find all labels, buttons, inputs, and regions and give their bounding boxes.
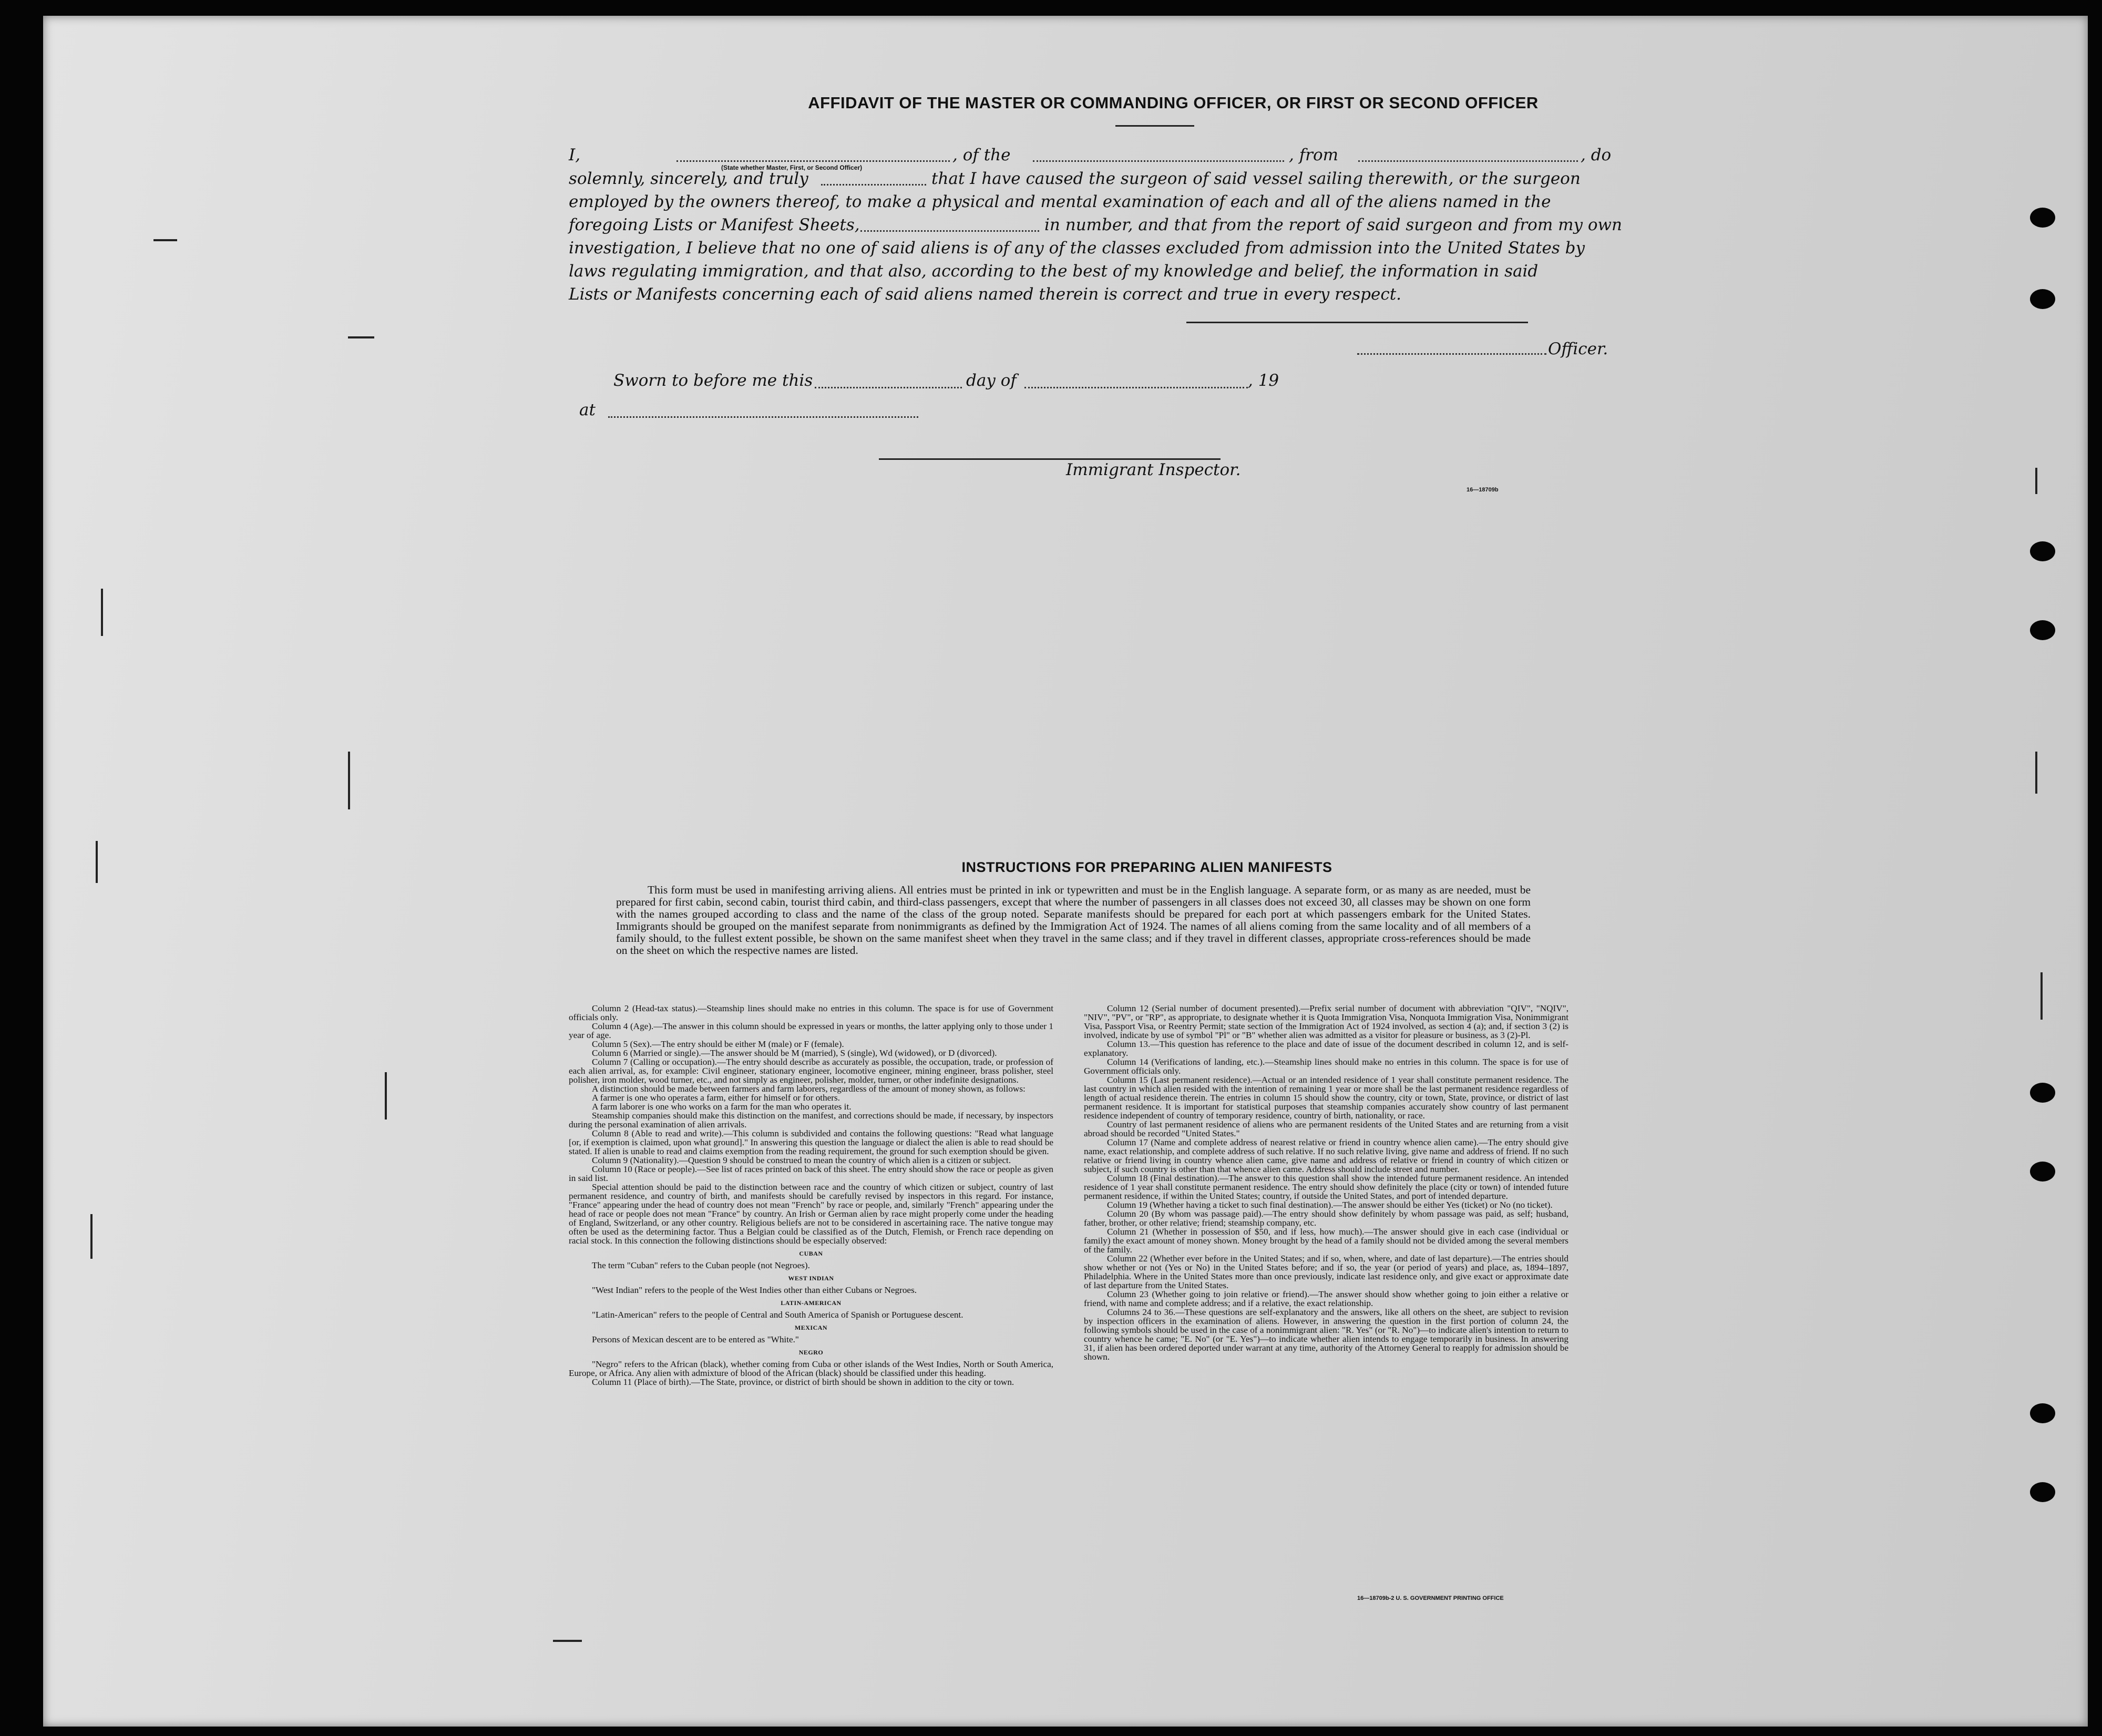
- mexican-heading: MEXICAN: [794, 1324, 828, 1331]
- edge-mark: [90, 1214, 93, 1259]
- officer-label: Officer.: [1548, 340, 1608, 358]
- instruction-paragraph: Column 12 (Serial number of document presented).—Prefix serial number of document with abbreviation "QIV", "NQIV", "NIV", "PV", or "RP", as appropriate, to designate whether it is Quota Immigration Visa, Nonquota Immigration Visa, Nonimmigrant Visa, Passport Visa, or Reentry Permit; state section of the Immigration Act of 1924 involved, as section 4 (a); and, if section 3 (2) is involved, indicate by use of symbol "Pl" or "B" whether alien was admitted as a visitor for pleasure or business, as 3 (2)-Pl.: [1084, 1003, 1568, 1040]
- sworn-text: day of: [966, 371, 1017, 390]
- place-field[interactable]: [608, 416, 918, 418]
- instruction-paragraph: Column 23 (Whether going to join relative or friend).—The answer should show whether going to join either a relative or friend, with name and complete address; and if a relative, the exact relationship.: [1084, 1289, 1568, 1308]
- instructions-right-column: [1084, 1004, 1568, 1361]
- instruction-paragraph: Column 2 (Head-tax status).—Steamship lines should make no entries in this column. The space is for use of Government officials only.: [569, 1003, 1053, 1022]
- edge-mark: [2035, 468, 2037, 494]
- latin-american-heading: LATIN-AMERICAN: [781, 1299, 842, 1307]
- affidavit-line-7: Lists or Manifests concerning each of said aliens named therein is correct and true in every respect.: [569, 285, 1402, 304]
- edge-mark: [96, 841, 98, 883]
- binder-hole: [2030, 208, 2055, 228]
- instruction-paragraph: Country of last permanent residence of aliens who are permanent residents of the United States and are returning from a visit abroad should be recorded "United States.": [1084, 1119, 1568, 1138]
- instruction-paragraph: Column 5 (Sex).—The entry should be either M (male) or F (female).: [592, 1039, 844, 1049]
- binder-hole: [2030, 1403, 2055, 1423]
- form-code: 16—18709b: [1467, 487, 1499, 493]
- instruction-paragraph: A farmer is one who operates a farm, either for himself or for others.: [592, 1093, 840, 1103]
- binder-hole: [2030, 541, 2055, 561]
- instruction-paragraph: Column 8 (Able to read and write).—This column is subdivided and contains the following questions: "Read what language [or, if exemption is claimed, upon what ground]." In answering this question the language or dialect the alien is able to read should be stated. If alien is unable to read and claims exemption from the reading requirement, the ground for such exemption should be given.: [569, 1128, 1053, 1156]
- instruction-paragraph: Column 19 (Whether having a ticket to such final destination).—The answer should be either Yes (ticket) or No (no ticket).: [1107, 1200, 1553, 1210]
- edge-mark: [348, 336, 374, 338]
- instruction-paragraph: A distinction should be made between farmers and farm laborers, regardless of the amount of money shown, as follows:: [592, 1084, 1026, 1094]
- at-label: at: [579, 400, 596, 419]
- instructions-left-column: [569, 1004, 1053, 1386]
- cuban-text: The term "Cuban" refers to the Cuban people (not Negroes).: [592, 1260, 810, 1270]
- instruction-paragraph: Column 4 (Age).—The answer in this column should be expressed in years or months, the latter applying only to those under 1 year of age.: [569, 1021, 1053, 1040]
- edge-mark: [553, 1640, 582, 1642]
- edge-mark: [385, 1072, 387, 1119]
- sworn-month-field[interactable]: [1024, 387, 1248, 388]
- instruction-paragraph: Column 7 (Calling or occupation).—The entry should describe as accurately as possible, the occupation, trade, or profession of each alien arrival, as, for example: Civil engineer, stationary engineer, locomotive engineer, mining engineer, brass polisher, steel polisher, iron molder, wood turner, etc., and not simply as engineer, polisher, molder, turner, or other indefinite designations.: [569, 1057, 1053, 1085]
- column-11-text: Column 11 (Place of birth).—The State, province, or district of birth should be shown in addition to the city or town.: [592, 1377, 1014, 1387]
- instruction-paragraph: Column 9 (Nationality).—Question 9 should be construed to mean the country of which alien is a citizen or subject.: [592, 1155, 1011, 1165]
- edge-mark: [153, 239, 177, 241]
- affidavit-title: AFFIDAVIT OF THE MASTER OR COMMANDING OFFICER, OR FIRST OR SECOND OFFICER: [808, 94, 1539, 112]
- instruction-paragraph: Column 15 (Last permanent residence).—Actual or an intended residence of 1 year shall constitute permanent residence. The last country in which alien resided with the intention of remaining 1 year or more shall be the last permanent residence regardless of length of actual residence therein. The entries in column 15 should show the country, city or town, State, province, or district of last permanent residence. It is important for statistical purposes that steamship companies accurately show country of last permanent residence independent of country of temporary residence, country of birth, nationality, or race.: [1084, 1075, 1568, 1121]
- edge-mark: [2041, 972, 2043, 1020]
- affidavit-line-5: investigation, I believe that no one of said aliens is of any of the classes excluded from admission into the United States by: [569, 239, 1585, 258]
- instruction-paragraph: Column 20 (By whom was passage paid).—The entry should show definitely by whom passage was paid, as self; husband, father, brother, or other relative; friend; steamship company, etc.: [1084, 1209, 1568, 1228]
- binder-hole: [2030, 1482, 2055, 1502]
- affidavit-text: I,: [569, 146, 581, 165]
- west-indian-heading: WEST INDIAN: [788, 1275, 834, 1282]
- instruction-paragraph: Column 22 (Whether ever before in the United States; and if so, when, where, and date of last departure).—The entries should show whether or not (Yes or No) in the United States before; and if so, the year (or period of years) and place, as, 1894–1897, Philadelphia. Where in the United States more than once previously, indicate last residence only, and give exact or approximate date of last departure from the United States.: [1084, 1254, 1568, 1290]
- edge-mark: [348, 752, 350, 809]
- instruction-paragraph: Steamship companies should make this distinction on the manifest, and corrections should be made, if necessary, by inspectors during the personal examination of alien arrivals.: [569, 1111, 1053, 1129]
- sworn-day-field[interactable]: [815, 387, 962, 388]
- instruction-paragraph: Special attention should be paid to the distinction between race and the country of which citizen or subject, country of last permanent residence, and country of birth, and manifests should be carefully revised by inspectors in this regard. For instance, "France" appearing under the head of country does not mean "French" by race or people, and, similarly "French" appearing under the head of race or people does not mean "France" by country. An Irish or German alien by race might properly come under the heading of England, Switzerland, or any other country. Religious beliefs are not to be considered in ascertaining race. The native tongue may often be used as the determining factor. Thus a Belgian could be classified as of the Dutch, Flemish, or French race depending on racial stock. In this connection the following distinctions should be especially observed:: [569, 1182, 1053, 1246]
- binder-hole: [2030, 1162, 2055, 1182]
- sworn-text: , 19: [1248, 371, 1279, 390]
- affidavit-text: foregoing Lists or Manifest Sheets,: [569, 215, 860, 234]
- officer-name-field[interactable]: [676, 160, 950, 162]
- negro-text: "Negro" refers to the African (black), whether coming from Cuba or other islands of the West Indies, North or South America, Europe, or Africa. Any alien with admixture of blood of the African (black) should be classified under this heading.: [569, 1359, 1053, 1378]
- latin-american-text: "Latin-American" refers to the people of Central and South America of Spanish or Portuguese descent.: [592, 1310, 963, 1320]
- instruction-paragraph: Column 18 (Final destination).—The answer to this question shall show the intended future permanent residence. An intended residence of 1 year shall constitute permanent residence. The entry should show definitely the place (city or town) of intended future permanent residence, if within the United States; country, if outside the United States, and port of intended departure.: [1084, 1173, 1568, 1201]
- mexican-text: Persons of Mexican descent are to be entered as "White.": [592, 1334, 799, 1344]
- affidavit-text: in number, and that from the report of said surgeon and from my own: [1044, 215, 1623, 234]
- instructions-intro: This form must be used in manifesting arriving aliens. All entries must be printed in ink or typewritten and must be in the English language. A separate form, or as many as are needed, must be prepared for first cabin, second cabin, tourist third cabin, and third-class passengers, except that where the number of passengers in all classes does not exceed 30, all classes may be shown on one form with the names grouped according to class and the name of the class of the group noted. Separate manifests should be prepared for each port at which passengers embark for the United States. Immigrants should be grouped on the manifest separate from nonimmigrants as defined by the Immigration Act of 1924. The names of all aliens coming from the same locality and of all members of a family should, to the fullest extent possible, be shown on the same manifest sheet when they travel in the same class; and if they travel in different classes, appropriate cross-references should be made on the sheet on which the respective names are listed.: [616, 884, 1531, 957]
- instruction-paragraph: Column 13.—This question has reference to the place and date of issue of the document described in column 12, and is self-explanatory.: [1084, 1039, 1568, 1058]
- edge-mark: [2035, 752, 2037, 794]
- edge-mark: [101, 589, 103, 636]
- signature-line[interactable]: [1186, 322, 1528, 323]
- cuban-heading: CUBAN: [799, 1250, 823, 1257]
- affidavit-text: , of the: [952, 146, 1011, 165]
- instruction-paragraph: Column 21 (Whether in possession of $50, and if less, how much).—The answer should give in each case (individual or family) the exact amount of money shown. Money brought by the head of a family should not be divided among the several members of the family.: [1084, 1227, 1568, 1255]
- alien-count-field[interactable]: [860, 230, 1039, 232]
- negro-heading: NEGRO: [798, 1349, 824, 1356]
- affidavit-text: , from: [1289, 146, 1339, 165]
- instruction-paragraph: Column 17 (Name and complete address of nearest relative or friend in country whence alien came).—The entry should give name, exact relationship, and complete address of such relative. If no such relative living, give name and address of friend. If no such relative or friend living in country whence alien came, give name and address of relative or friend in country of which citizen or subject, if such country is other than that whence alien came. Address should include street and number.: [1084, 1137, 1568, 1174]
- inspector-signature-line[interactable]: [879, 458, 1221, 460]
- printing-office-code: 16—18709b-2 U. S. GOVERNMENT PRINTING OFFICE: [1357, 1595, 1504, 1601]
- officer-signature-field[interactable]: [1357, 353, 1546, 355]
- instruction-paragraph: A farm laborer is one who works on a farm for the man who operates it.: [592, 1102, 852, 1112]
- binder-hole: [2030, 289, 2055, 309]
- swear-field[interactable]: [821, 184, 926, 186]
- instruction-paragraph: Column 6 (Married or single).—The answer should be M (married), S (single), Wd (widowed), or D (divorced).: [592, 1048, 997, 1058]
- affidavit-text: that I have caused the surgeon of said vessel sailing therewith, or the surgeon: [931, 169, 1581, 188]
- instruction-paragraph: Column 14 (Verifications of landing, etc.).—Steamship lines should make no entries in this column. The space is for use of Government officials only.: [1084, 1057, 1568, 1076]
- affidavit-line-1: [569, 145, 580, 166]
- title-underline: [1115, 125, 1194, 127]
- rank-note: (State whether Master, First, or Second Officer): [721, 164, 863, 171]
- affidavit-text: , do: [1581, 146, 1612, 165]
- instruction-paragraph: Column 10 (Race or people).—See list of races printed on back of this sheet. The entry should show the race or people as given in said list.: [569, 1164, 1053, 1183]
- affidavit-line-3: employed by the owners thereof, to make a physical and mental examination of each and all of the aliens named in the: [569, 192, 1551, 211]
- binder-hole: [2030, 1083, 2055, 1103]
- manifest-sheet: [43, 16, 2088, 1727]
- instructions-title: INSTRUCTIONS FOR PREPARING ALIEN MANIFESTS: [961, 859, 1332, 875]
- affidavit-line-2: [569, 168, 808, 189]
- inspector-label: Immigrant Inspector.: [1066, 460, 1241, 479]
- binder-hole: [2030, 620, 2055, 640]
- west-indian-text: "West Indian" refers to the people of the West Indies other than either Cubans or Negroes.: [592, 1285, 917, 1295]
- instruction-paragraph: Columns 24 to 36.—These questions are self-explanatory and the answers, like all others on the sheet, are subject to revision by inspection officers in the examination of aliens. However, in answering the question in the first portion of column 24, the following symbols should be used in the case of a nonimmigrant alien: "R. Yes" (or "R. No")—to indicate alien's intention to return to country whence he came; "E. No" (or "E. Yes")—to indicate whether alien intends to engage temporarily in business. In answering 31, if alien has been ordered deported under warrant at any time, authority of the Attorney General to reapply for admission should be shown.: [1084, 1307, 1568, 1362]
- affidavit-text: solemnly, sincerely, and truly: [569, 169, 808, 188]
- affidavit-line-4: [569, 214, 860, 235]
- from-port-field[interactable]: [1358, 160, 1578, 162]
- affidavit-line-6: laws regulating immigration, and that also, according to the best of my knowledge and belief, the information in said: [569, 262, 1539, 281]
- vessel-field[interactable]: [1033, 160, 1284, 162]
- sworn-text: Sworn to before me this: [613, 371, 813, 390]
